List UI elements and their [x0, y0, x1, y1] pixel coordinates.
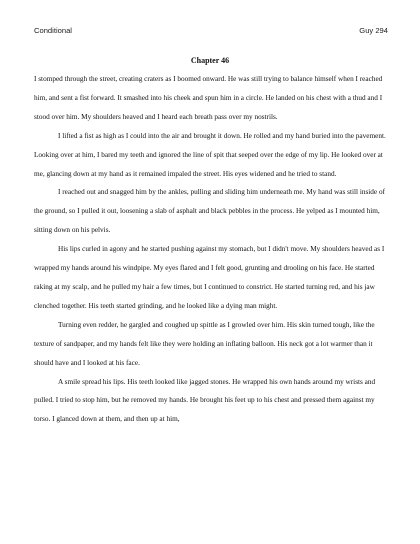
header-title: Conditional — [34, 26, 72, 35]
running-header — [34, 26, 388, 38]
body-text — [34, 70, 388, 429]
paragraph: I stomped through the street, creating craters as I boomed onward. He was still trying to balance himself when I reached him, and sent a fist forward. It smashed into his cheek and spun him in a circle. He landed on his chest with a thud and I stood over him. My shoulders heaved and I heard each breath pass over my nostrils. — [34, 75, 383, 121]
header-page-number: Guy 294 — [359, 26, 388, 35]
paragraph: I reached out and snagged him by the ankles, pulling and sliding him underneath me. My hand was still inside of the ground, so I pulled it out, loosening a slab of asphalt and black pebbles in the process. He yelped as I mounted him, sitting down on his pelvis. — [34, 188, 385, 235]
paragraph: I lifted a fist as high as I could into the air and brought it down. He rolled and my hand buried into the pavement. Looking over at him, I bared my teeth and ignored the line of spit that seeped over the edge of my lip. He looked over at me, glancing down at my hand as it remained impaled the street. His eyes widened and he tried to stand. — [34, 131, 386, 178]
paragraph: A smile spread his lips. His teeth looked like jagged stones. He wrapped his own hands around my wrists and pulled. I tried to stop him, but he removed my hands. He brought his feet up to his chest and pressed them against my torso. I glanced down at them, and then up at him, — [34, 377, 376, 424]
paragraph: His lips curled in agony and he started pushing against my stomach, but I didn't move. My shoulders heaved as I wrapped my hands around his windpipe. My eyes flared and I felt good, grunting and drooling on his face. He started raking at my scalp, and he pulled my hair a few times, but I continued to constrict. He started turning red, and his jaw clenched together. His teeth started grinding, and he looked like a dying man might. — [34, 245, 385, 310]
chapter-title: Chapter 46 — [190, 56, 230, 65]
paragraph: Turning even redder, he gargled and coughed up spittle as I growled over him. His skin turned tough, like the texture of sandpaper, and my hands felt like they were holding an inflating balloon. His neck got a lot warmer than it should have and I looked at his face. — [34, 320, 375, 367]
